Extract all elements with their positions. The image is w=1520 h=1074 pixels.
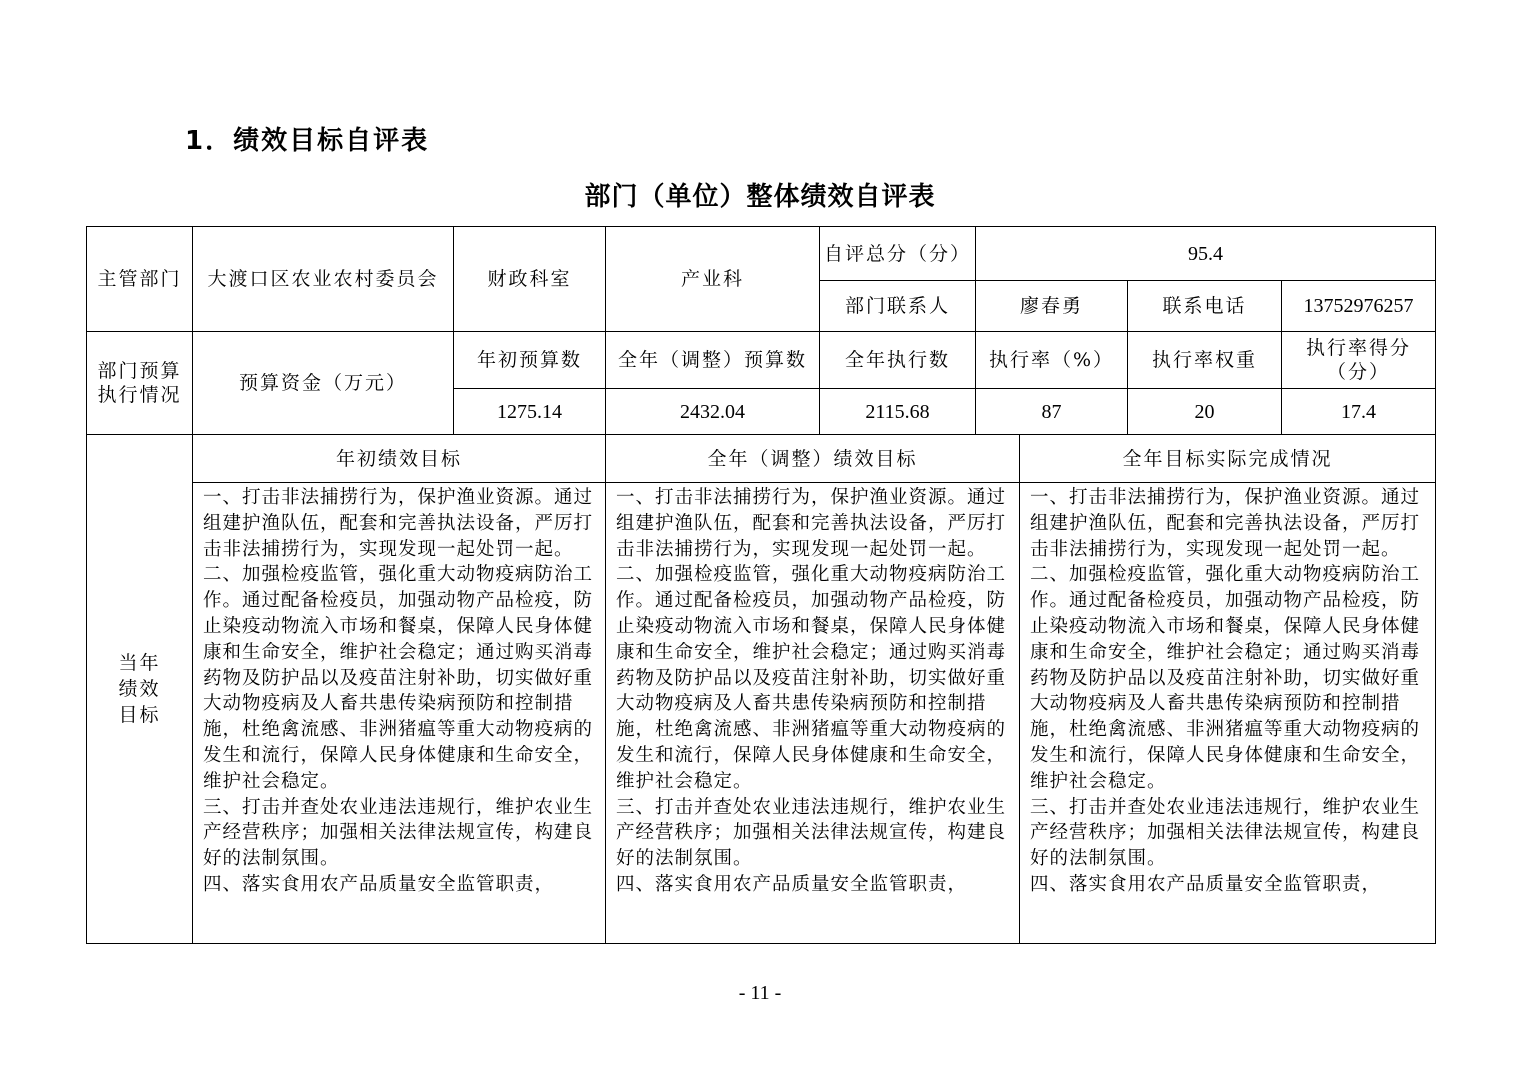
info-budget-table (86, 226, 1436, 435)
budget-value: 1275.14 (454, 389, 606, 435)
budget-header: 执行率权重 (1128, 332, 1282, 389)
goal-paragraph: 四、落实食用农产品质量安全监管职责， (203, 873, 555, 895)
goal-paragraph: 一、打击非法捕捞行为，保护渔业资源。通过组建护渔队伍，配套和完善执法设备，严厉打击非法捕捞行为，实现发现一起处罚一起。 (1030, 487, 1421, 560)
table-title: 部门（单位）整体绩效自评表 (584, 182, 936, 212)
goal-paragraph: 三、打击并查处农业违法违规行，维护农业生产经营秩序；加强相关法律法规宣传，构建良好的法制氛围。 (616, 796, 1007, 870)
budget-header: 执行率（%） (976, 332, 1128, 389)
goal-paragraph: 二、加强检疫监管，强化重大动物疫病防治工作。通过配备检疫员，加强动物产品检疫，防止染疫动物流入市场和餐桌，保障人民身体健康和生命安全，维护社会稳定；通过购买消毒药物及防护品以及疫苗注射补助，切实做好重大动物疫病及人畜共患传染病预防和控制措施，杜绝禽流感、非洲猪瘟等重大动物疫病的发生和流行，保障人民身体健康和生命安全，维护社会稳定。 (616, 564, 1007, 792)
goal-col-header: 全年（调整）绩效目标 (606, 435, 1020, 483)
goal-paragraph: 四、落实食用农产品质量安全监管职责， (616, 873, 968, 895)
dept-value: 大渡口区农业农村委员会 (193, 227, 454, 332)
adjusted-goals-cell (606, 483, 1020, 944)
goal-paragraph: 一、打击非法捕捞行为，保护渔业资源。通过组建护渔队伍，配套和完善执法设备，严厉打击非法捕捞行为，实现发现一起处罚一起。 (203, 487, 594, 560)
office-value: 财政科室 (454, 227, 606, 332)
goals-row-label-text: 当年绩效目标 (118, 652, 161, 726)
score-value: 95.4 (976, 227, 1436, 281)
section-heading: 1．绩效目标自评表 (185, 126, 430, 156)
section-value: 产业科 (606, 227, 820, 332)
phone-value: 13752976257 (1282, 281, 1436, 332)
goal-paragraph: 三、打击并查处农业违法违规行，维护农业生产经营秩序；加强相关法律法规宣传，构建良好的法制氛围。 (1030, 796, 1421, 870)
budget-value: 87 (976, 389, 1128, 435)
initial-goals-cell (193, 483, 606, 944)
budget-header: 年初预算数 (454, 332, 606, 389)
contact-value: 廖春勇 (976, 281, 1128, 332)
goal-paragraph: 二、加强检疫监管，强化重大动物疫病防治工作。通过配备检疫员，加强动物产品检疫，防止染疫动物流入市场和餐桌，保障人民身体健康和生命安全，维护社会稳定；通过购买消毒药物及防护品以及疫苗注射补助，切实做好重大动物疫病及人畜共患传染病预防和控制措施，杜绝禽流感、非洲猪瘟等重大动物疫病的发生和流行，保障人民身体健康和生命安全，维护社会稳定。 (1030, 564, 1421, 792)
budget-row-label: 部门预算执行情况 (87, 332, 193, 435)
contact-label: 部门联系人 (820, 281, 976, 332)
dept-label: 主管部门 (87, 227, 193, 332)
goals-row-label (87, 435, 193, 944)
budget-value: 20 (1128, 389, 1282, 435)
goal-paragraph: 一、打击非法捕捞行为，保护渔业资源。通过组建护渔队伍，配套和完善执法设备，严厉打击非法捕捞行为，实现发现一起处罚一起。 (616, 487, 1007, 560)
phone-label: 联系电话 (1128, 281, 1282, 332)
page-number: - 11 - (738, 982, 782, 1004)
goal-paragraph: 二、加强检疫监管，强化重大动物疫病防治工作。通过配备检疫员，加强动物产品检疫，防止染疫动物流入市场和餐桌，保障人民身体健康和生命安全，维护社会稳定；通过购买消毒药物及防护品以及疫苗注射补助，切实做好重大动物疫病及人畜共患传染病预防和控制措施，杜绝禽流感、非洲猪瘟等重大动物疫病的发生和流行，保障人民身体健康和生命安全，维护社会稳定。 (203, 564, 594, 792)
score-label: 自评总分（分） (820, 227, 976, 281)
actual-completion-cell (1020, 483, 1436, 944)
goal-col-header: 年初绩效目标 (193, 435, 606, 483)
budget-value: 17.4 (1282, 389, 1436, 435)
budget-value: 2432.04 (606, 389, 820, 435)
goals-table (86, 434, 1436, 944)
budget-value: 2115.68 (820, 389, 976, 435)
goal-paragraph: 三、打击并查处农业违法违规行，维护农业生产经营秩序；加强相关法律法规宣传，构建良好的法制氛围。 (203, 796, 594, 870)
goal-paragraph: 四、落实食用农产品质量安全监管职责， (1030, 873, 1382, 895)
budget-header: 全年执行数 (820, 332, 976, 389)
budget-header: 执行率得分（分） (1282, 332, 1436, 389)
goal-col-header: 全年目标实际完成情况 (1020, 435, 1436, 483)
budget-header: 全年（调整）预算数 (606, 332, 820, 389)
fund-label: 预算资金（万元） (193, 332, 454, 435)
